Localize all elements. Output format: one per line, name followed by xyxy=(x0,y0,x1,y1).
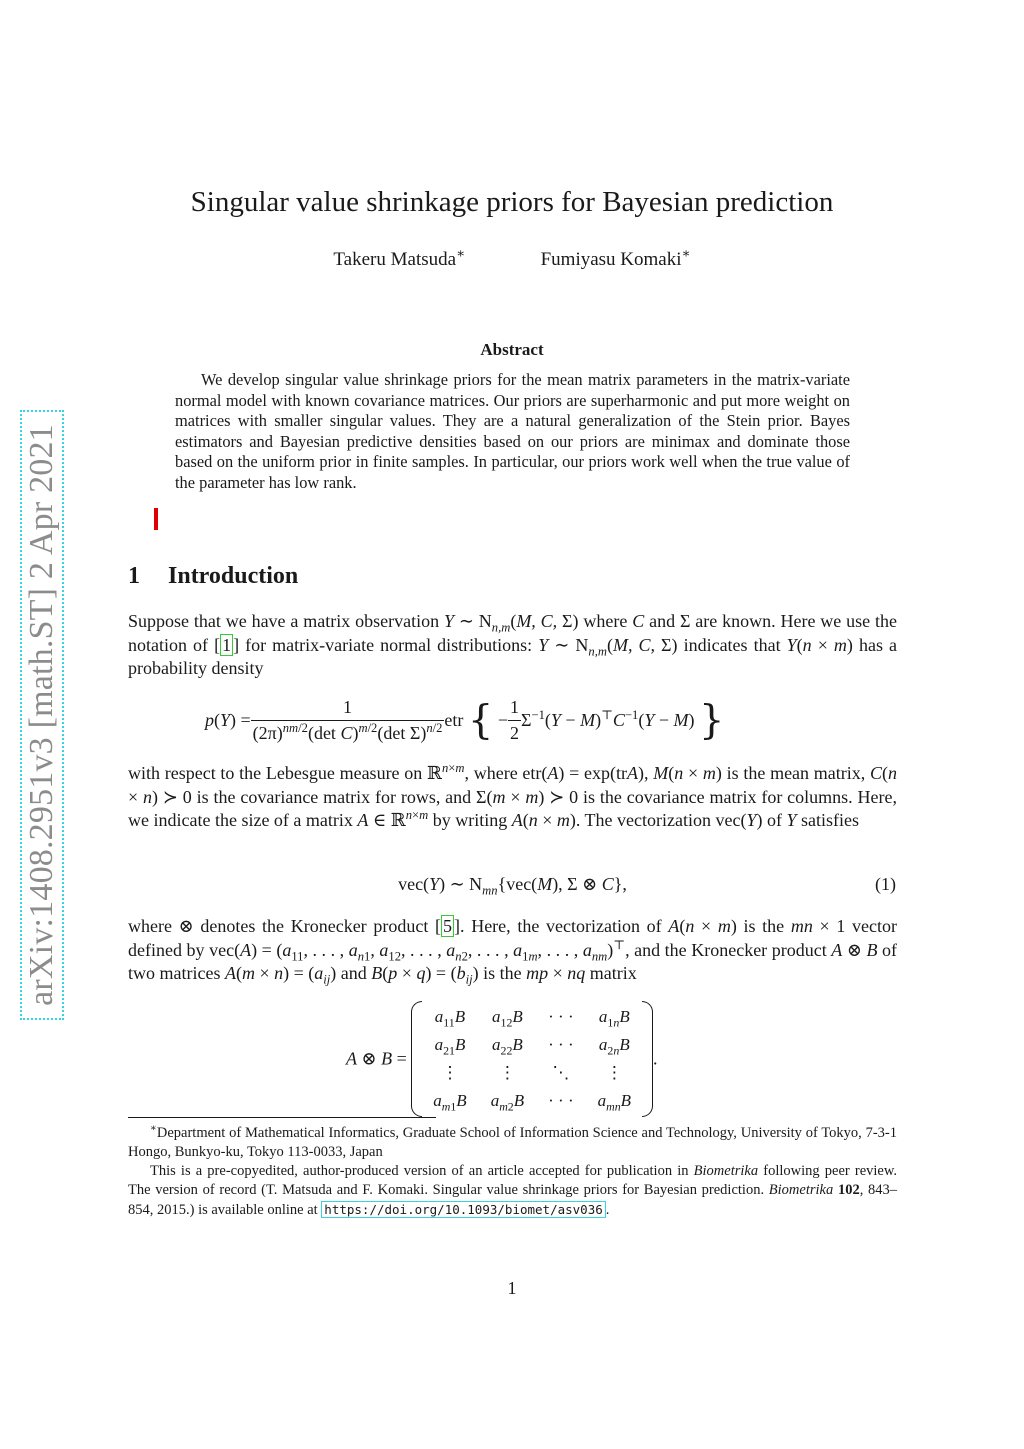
author-list xyxy=(0,245,1024,271)
intro-paragraph-2: with respect to the Lebesgue measure on ℝ$^{n\times m}$, where etr(A) = exp(trA), M(n × m) is the mean matrix, C(n × n) ≻ 0 is the covariance matrix for rows, and Σ(m × m) ≻ 0 is the covariance matrix for columns. Here, we indicate the size of a matrix A ∈ ℝ$^{n\times m}$ by writing A(n × m). The vectorization vec(Y) of Y satisfies xyxy=(128,761,898,830)
doi-link[interactable]: https://doi.org/10.1093/biomet/asv036 xyxy=(321,1201,605,1218)
intro-paragraph-3: where ⊗ denotes the Kronecker product [ 5 ]. Here, the vectorization of A(n × m) is the mn × 1 vector defined by $vec(A) = (a_{11}$, . . . , $a_{n1}$, $a_{12}$, . . . , $a_{n2}$, . . . , $a_{1m}$, . . . , $a_{nm})^⊤$, and the Kronecker product A ⊗ B of two matrices $A(m \times n) = (a_{ij})$ and $B(p \times q) = (b_{ij})$ is the mp × nq matrix xyxy=(128,916,898,987)
author-2: Fumiyasu Komaki∗ xyxy=(540,245,691,270)
kronecker-matrix-equation: A ⊗ B = $a_{11}B$ $a_{12}B$ · · · $a_{1n}B$ $a_{21}B$ $a_{22}B$ · · · $a_{2n}B$ ⋮ ⋮ ⋱ ⋮ $a_{m1}B$ $a_{m2}B$ · · · $a_{mn}B$ . xyxy=(346,1003,658,1115)
abstract-heading: Abstract xyxy=(480,340,544,359)
section-title: Introduction xyxy=(168,563,299,589)
citation-link-5[interactable]: 5 xyxy=(443,916,453,936)
page-number: 1 xyxy=(507,1278,517,1298)
footnotes xyxy=(128,1124,897,1220)
citation-link-1[interactable]: 1 xyxy=(222,634,232,655)
abstract-body xyxy=(175,370,850,494)
arxiv-identifier-stamp: arXiv:1408.2951v3 [math.ST] 2 Apr 2021 xyxy=(20,410,64,1020)
kronecker-block-matrix: $a_{11}B$ $a_{12}B$ · · · $a_{1n}B$ $a_{21}B$ $a_{22}B$ · · · $a_{2n}B$ ⋮ ⋮ ⋱ ⋮ $a_{m1}B$ $a_{m2}B$ · · · $a_{mn}B$ xyxy=(411,1003,653,1115)
footnote-publication-note: This is a pre-copyedited, author-produced version of an article accepted for publication in Biometrika following peer review. The version of record (T. Matsuda and F. Komaki. Singular value shrinkage priors for Bayesian prediction. Biometrika 102, 843–854, 2015.) is available online at https://doi.org/10.1093/biomet/asv036 . xyxy=(128,1163,898,1218)
abstract-text: We develop singular value shrinkage priors for the mean matrix parameters in the matrix-variate normal model with known covariance matrices. Our priors are superharmonic and put more weight on matrices with smaller singular values. They are a natural generalization of the Stein prior. Bayes estimators and Bayesian predictive densities based on our priors are minimax and dominate those based on the uniform prior in finite samples. In particular, our priors work well when the true value of the parameter has low rank. xyxy=(175,370,850,492)
footnote-affiliation: ∗Department of Mathematical Informatics, Graduate School of Information Science and Technology, University of Tokyo, 7-3-1 Hongo, Bunkyo-ku, Tokyo 113-0033, Japan xyxy=(128,1123,897,1160)
density-equation: p(Y) = $\frac{1}{(2\pi)^{nm/2}(\det C)^{m/2}(\det \Sigma)^{n/2}}$ etr { − $\frac{1}{2}$ $\Sigma^{-1}(Y - M)^⊤C^{-1}(Y - M)$ } xyxy=(205,697,725,744)
author-1: Takeru Matsuda∗ xyxy=(333,245,466,270)
intro-paragraph-1: Suppose that we have a matrix observation Y ∼ $N_{n,m}(M$, C, Σ) where C and Σ are known. Here we use the notation of [ 1 ] for matrix-variate normal distributions: Y ∼ $N_{n,m}(M$, C, Σ) indicates that Y(n × m) has a probability density xyxy=(128,611,897,678)
equation-number: (1) xyxy=(875,874,896,894)
footnote-rule xyxy=(128,1117,436,1118)
red-margin-mark xyxy=(154,508,158,530)
section-heading xyxy=(128,563,298,590)
vectorization-equation: vec(Y) ∼ $N_{mn}\{vec(M)$, Σ ⊗ C}, xyxy=(398,874,627,898)
section-number: 1 xyxy=(128,563,140,589)
paper-title: Singular value shrinkage priors for Bayesian prediction xyxy=(190,186,834,218)
